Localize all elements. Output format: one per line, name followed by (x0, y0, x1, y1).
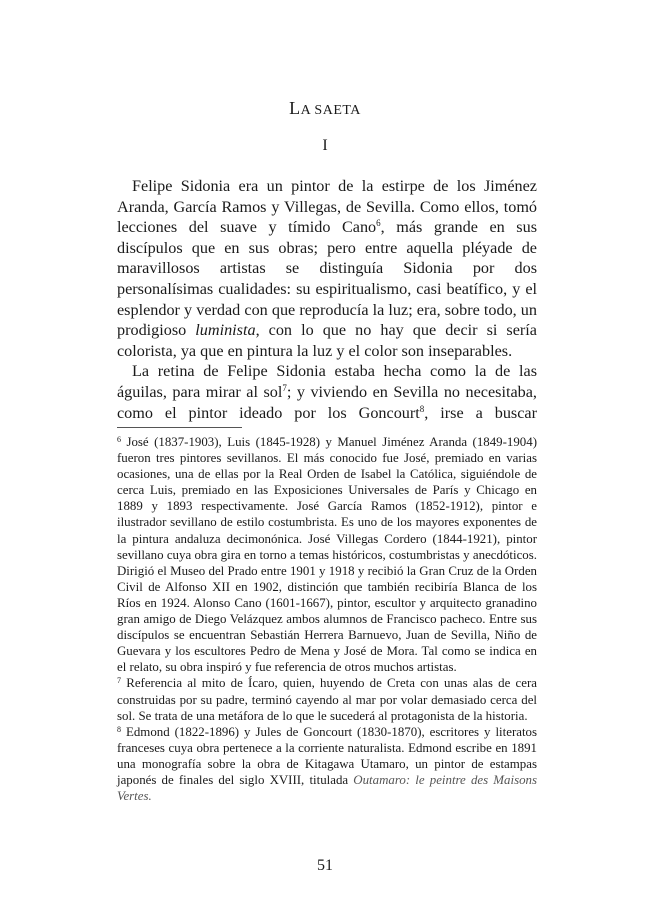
footnote-ref-8[interactable]: 8 (419, 403, 425, 414)
title-rest: A SAETA (300, 103, 361, 118)
paragraph-1: Felipe Sidonia era un pintor de la estirpe de los Jiménez Aranda, García Ramos y Villegas, de Sevilla. Como ellos, tomó lecciones del suave y tímido Cano$^6$, más grande en sus discípulos que en sus obras; pero entre aquella pléyade de maravillosos artistas se distinguía Sidonia por dos personalísimas cualidades: su espiritualismo, casi beatífico, y el esplendor y verdad con que reproducía la luz; era, sobre todo, un prodigioso luminista, con lo que no hay que decir si sería colorista, ya que en pintura la luz y el color son inseparables. (117, 177, 537, 360)
italic-term: luminista (195, 321, 256, 340)
title-initial: L (289, 98, 301, 118)
main-text (117, 176, 537, 423)
paragraph-2: La retina de Felipe Sidonia estaba hecha como la de las águilas, para mirar al sol$^7$; y viviendo en Sevilla no necesitaba, como el pintor ideado por los Goncourt$^8$, irse a buscar (117, 362, 537, 422)
footnotes (117, 434, 537, 804)
footnote-separator (117, 427, 242, 428)
page-number: 51 (317, 857, 333, 874)
footnote-ref-6[interactable]: 6 (376, 218, 381, 229)
footnote-8: $^8$ Edmond (1822-1896) y Jules de Goncourt (1830-1870), escritores y literatos franceses cuya obra pertenece a la corriente naturalista. Edmond escribe en 1891 una monografía sobre la obra de Kitagawa Utamaro, un pintor de estampas japonés de finales del siglo XVIII, titulada Outamaro: le peintre des Maisons Vertes. (117, 724, 537, 804)
footnote-7: $^7$ Referencia al mito de Ícaro, quien, huyendo de Creta con unas alas de cera construidas por su padre, terminó cayendo al mar por volar demasiado cerca del sol. Se trata de una metáfora de lo que le sucederá al protagonista de la historia. (117, 676, 537, 723)
section-numeral: I (322, 137, 328, 154)
footnote-6: $^6$ José (1837-1903), Luis (1845-1928) y Manuel Jiménez Aranda (1849-1904) fueron tres pintores sevillanos. El más conocido fue José, premiado en varias ocasiones, una de ellas por la Real Orden de Isabel la Católica, siguiéndole de cerca Luis, premiado en las Exposiciones Universales de París y Chicago en 1889 y 1893 respectivamente. José García Ramos (1852-1912), pintor e ilustrador sevillano de estilo costumbrista. Es uno de los mayores exponentes de la pintura andaluza decimonónica. José Villegas Cordero (1844-1921), pintor sevillano cuya obra gira en torno a temas históricos, costumbristas y anecdóticos. Dirigió el Museo del Prado entre 1901 y 1918 y recibió la Gran Cruz de la Orden Civil de Alfonso XII en 1902, distinción que también recibiría Blanca de los Ríos en 1924. Alonso Cano (1601-1667), pintor, escultor y arquitecto granadino gran amigo de Diego Velázquez ambos alumnos de Francisco pacheco. Entre sus discípulos se encuentran Sebastián Herrera Barnuevo, Juan de Sevilla, Niño de Guevara y los escultores Pedro de Mena y José de Mora. Tal como se indica en el relato, su obra inspiró y fue referencia de otros muchos artistas. (117, 435, 537, 675)
italic-book-title: Outamaro: le peintre des Maisons Vertes. (117, 772, 537, 804)
footnote-ref-7[interactable]: 7 (282, 382, 287, 393)
chapter-title (0, 98, 650, 119)
